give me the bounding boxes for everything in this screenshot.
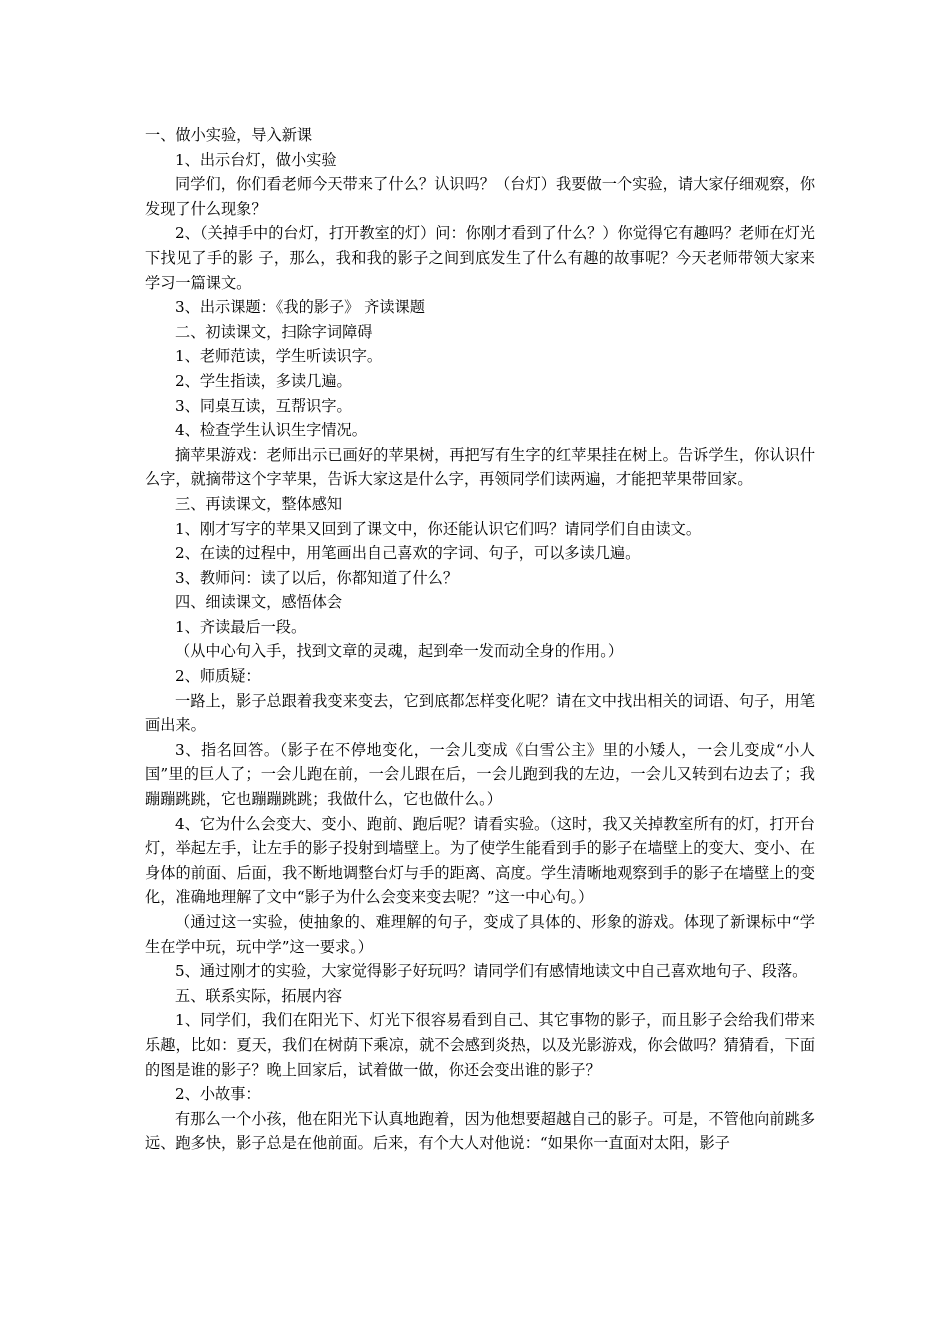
paragraph: 有那么一个小孩，他在阳光下认真地跑着，因为他想要超越自己的影子。可是，不管他向前跳多远、跑多快，影子总是在他前面。后来，有个大人对他说：“如果你一直面对太阳，影子 <box>145 1109 815 1153</box>
section-heading-5: 五、联系实际，拓展内容 <box>175 986 343 1005</box>
paragraph: 3、教师问：读了以后，你都知道了什么？ <box>175 568 459 587</box>
paragraph: 4、检查学生认识生字情况。 <box>175 421 367 440</box>
section-heading-2: 二、初读课文，扫除字词障碍 <box>175 322 373 341</box>
paragraph: 同学们，你们看老师今天带来了什么？认识吗？（台灯）我要做一个实验，请大家仔细观察，你发现了什么现象？ <box>145 175 815 218</box>
paragraph: 1、出示台灯，做小实验 <box>175 150 337 169</box>
paragraph: （从中心句入手，找到文章的灵魂，起到牵一发而动全身的作用。） <box>175 642 624 661</box>
paragraph: （通过这一实验，使抽象的、难理解的句子，变成了具体的、形象的游戏。体现了新课标中“学生在学中玩，玩中学”这一要求。） <box>145 913 815 956</box>
paragraph: 2、（关掉手中的台灯，打开教室的灯）问：你刚才看到了什么？）你觉得它有趣吗？老师在灯光下找见了手的影 子，那么，我和我的影子之间到底发生了什么有趣的故事呢？今天老师带领大家来学习一篇课文。 <box>145 224 815 292</box>
paragraph: 3、同桌互读，互帮识字。 <box>175 396 352 415</box>
paragraph: 1、老师范读，学生听读识字。 <box>175 347 383 366</box>
paragraph: 1、刚才写字的苹果又回到了课文中，你还能认识它们吗？请同学们自由读文。 <box>175 519 702 538</box>
paragraph: 3、指名回答。（影子在不停地变化，一会儿变成《白雪公主》里的小矮人，一会儿变成“小人国”里的巨人了；一会儿跑在前，一会儿跟在后，一会儿跑到我的左边，一会儿又转到右边去了；我蹦蹦跳跳，它也蹦蹦跳跳；我做什么，它也做什么。） <box>145 740 815 809</box>
paragraph: 2、在读的过程中，用笔画出自己喜欢的字词、句子，可以多读几遍。 <box>175 544 641 563</box>
section-heading-1: 一、做小实验，导入新课 <box>145 126 313 144</box>
section-heading-3: 三、再读课文，整体感知 <box>175 494 343 513</box>
paragraph: 4、它为什么会变大、变小、跑前、跑后呢？请看实验。（这时，我又关掉教室所有的灯，打开台灯，举起左手，让左手的影子投射到墙壁上。为了使学生能看到手的影子在墙壁上的变大、变小、在身体的前面、后面，我不断地调整台灯与手的距离、高度。学生清晰地观察到手的影子在墙壁上的变化，准确地理解了文中“影子为什么会变来变去呢？”这一中心句。） <box>145 814 815 907</box>
paragraph: 3、出示课题：《我的影子》 齐读课题 <box>175 298 425 317</box>
paragraph: 2、师质疑： <box>175 667 261 686</box>
paragraph: 1、齐读最后一段。 <box>175 617 307 636</box>
paragraph: 2、小故事： <box>175 1085 261 1104</box>
paragraph: 1、同学们，我们在阳光下、灯光下很容易看到自己、其它事物的影子，而且影子会给我们带来乐趣，比如：夏天，我们在树荫下乘凉，就不会感到炎热，以及光影游戏，你会做吗？猜猜看，下面的图是谁的影子？晚上回家后，试着做一做，你还会变出谁的影子？ <box>145 1011 815 1079</box>
paragraph: 一路上，影子总跟着我变来变去，它到底都怎样变化呢？请在文中找出相关的词语、句子，用笔画出来。 <box>145 691 815 735</box>
document-page <box>145 123 815 1156</box>
paragraph: 2、学生指读，多读几遍。 <box>175 371 352 390</box>
section-heading-4: 四、细读课文，感悟体会 <box>175 593 343 612</box>
paragraph: 摘苹果游戏：老师出示已画好的苹果树，再把写有生字的红苹果挂在树上。告诉学生，你认识什么字，就摘带这个字苹果，告诉大家这是什么字，再领同学们读两遍，才能把苹果带回家。 <box>145 445 815 489</box>
paragraph: 5、通过刚才的实验，大家觉得影子好玩吗？请同学们有感情地读文中自己喜欢地句子、段落。 <box>175 962 808 981</box>
